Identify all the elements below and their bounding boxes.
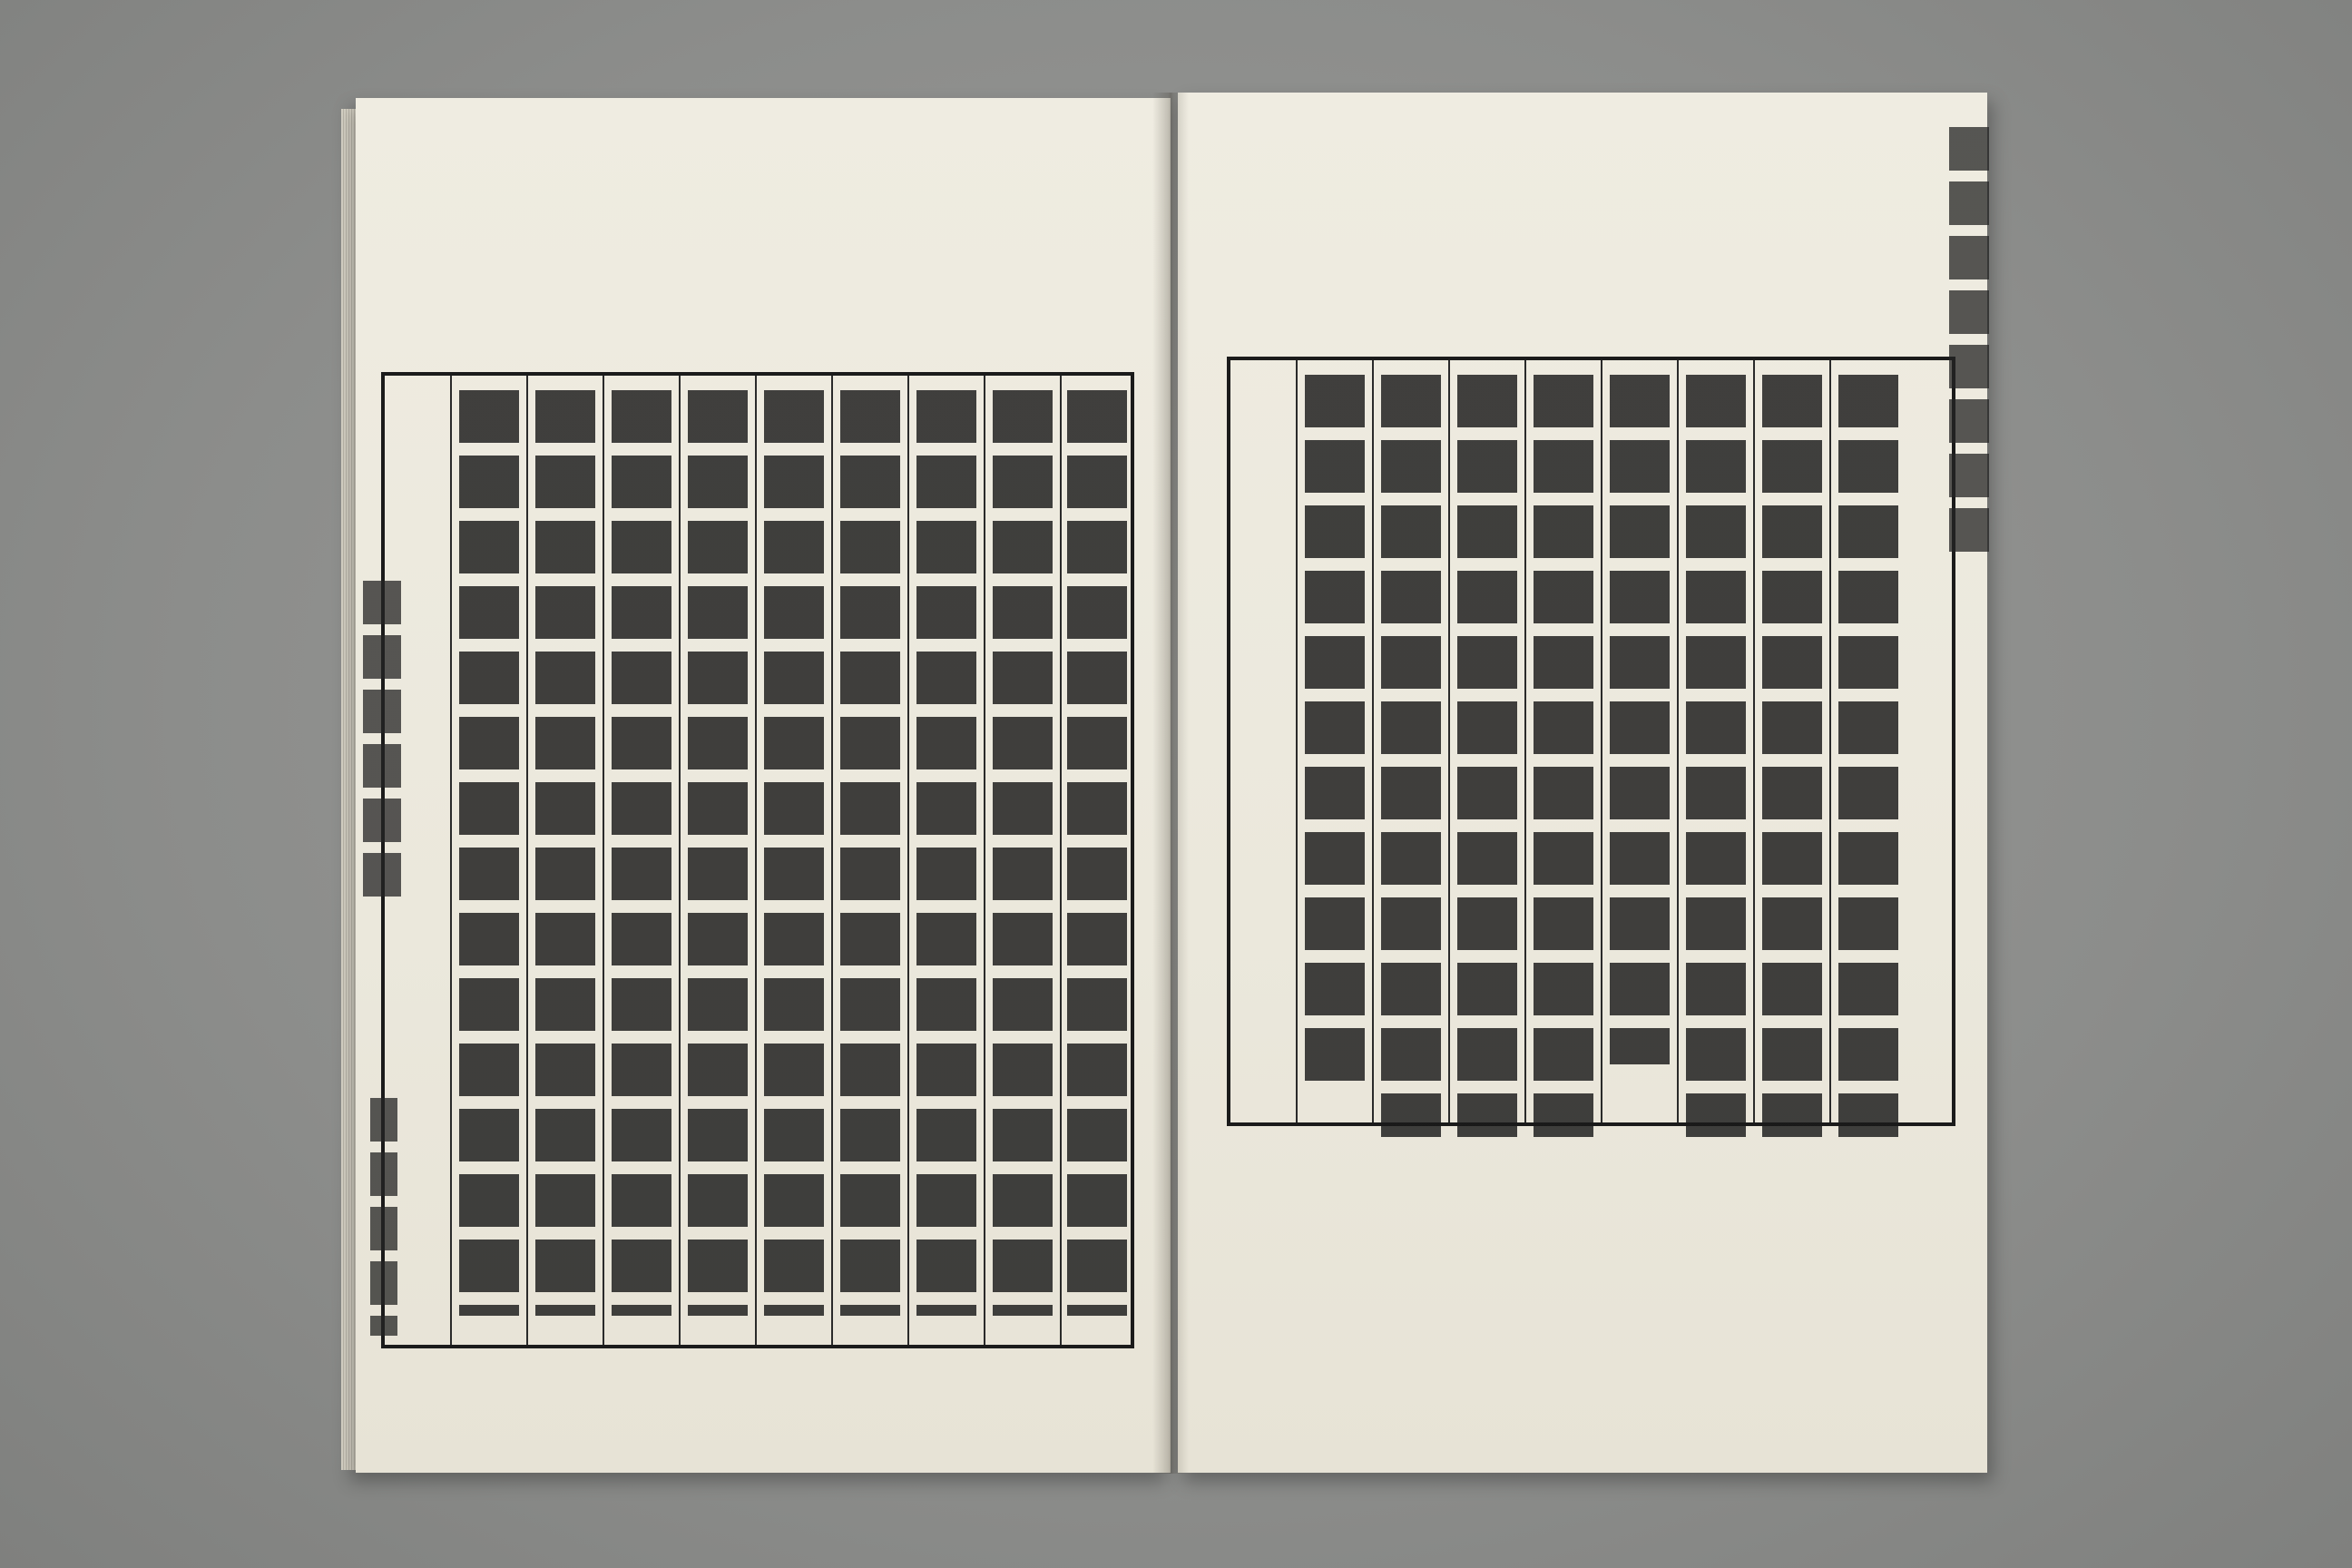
text-column	[1610, 375, 1670, 1064]
text-column	[1067, 390, 1127, 1316]
column-rule	[1829, 360, 1831, 1122]
margin-title-left	[363, 581, 401, 907]
book-gutter	[1152, 93, 1189, 1474]
column-rule	[1060, 376, 1062, 1345]
column-rule	[907, 376, 909, 1345]
column-rule	[679, 376, 681, 1345]
column-rule	[526, 376, 528, 1345]
text-column	[1686, 375, 1746, 1137]
text-column	[1457, 375, 1517, 1137]
text-column	[1305, 375, 1365, 1083]
left-page-text-frame	[381, 372, 1134, 1348]
column-rule	[984, 376, 985, 1345]
column-rule	[1372, 360, 1374, 1122]
text-column	[1838, 375, 1898, 1137]
right-page-text-frame	[1227, 357, 1955, 1126]
text-column	[993, 390, 1053, 1316]
column-rule	[1601, 360, 1602, 1122]
folio-and-publisher-mark	[370, 1098, 397, 1336]
text-column	[1762, 375, 1822, 1137]
column-rule	[1677, 360, 1679, 1122]
column-rule	[1524, 360, 1526, 1122]
text-column	[1534, 375, 1593, 1137]
text-column	[916, 390, 976, 1316]
column-rule	[755, 376, 757, 1345]
column-rule	[1296, 360, 1298, 1122]
text-column	[688, 390, 748, 1316]
text-column	[1381, 375, 1441, 1137]
text-column	[764, 390, 824, 1316]
column-rule	[831, 376, 833, 1345]
column-rule	[1448, 360, 1450, 1122]
text-column	[612, 390, 671, 1316]
column-rule	[603, 376, 604, 1345]
margin-title-right	[1949, 127, 1989, 554]
text-column	[840, 390, 900, 1316]
text-column	[535, 390, 595, 1316]
text-column	[459, 390, 519, 1316]
column-rule	[1753, 360, 1755, 1122]
column-rule	[450, 376, 452, 1345]
